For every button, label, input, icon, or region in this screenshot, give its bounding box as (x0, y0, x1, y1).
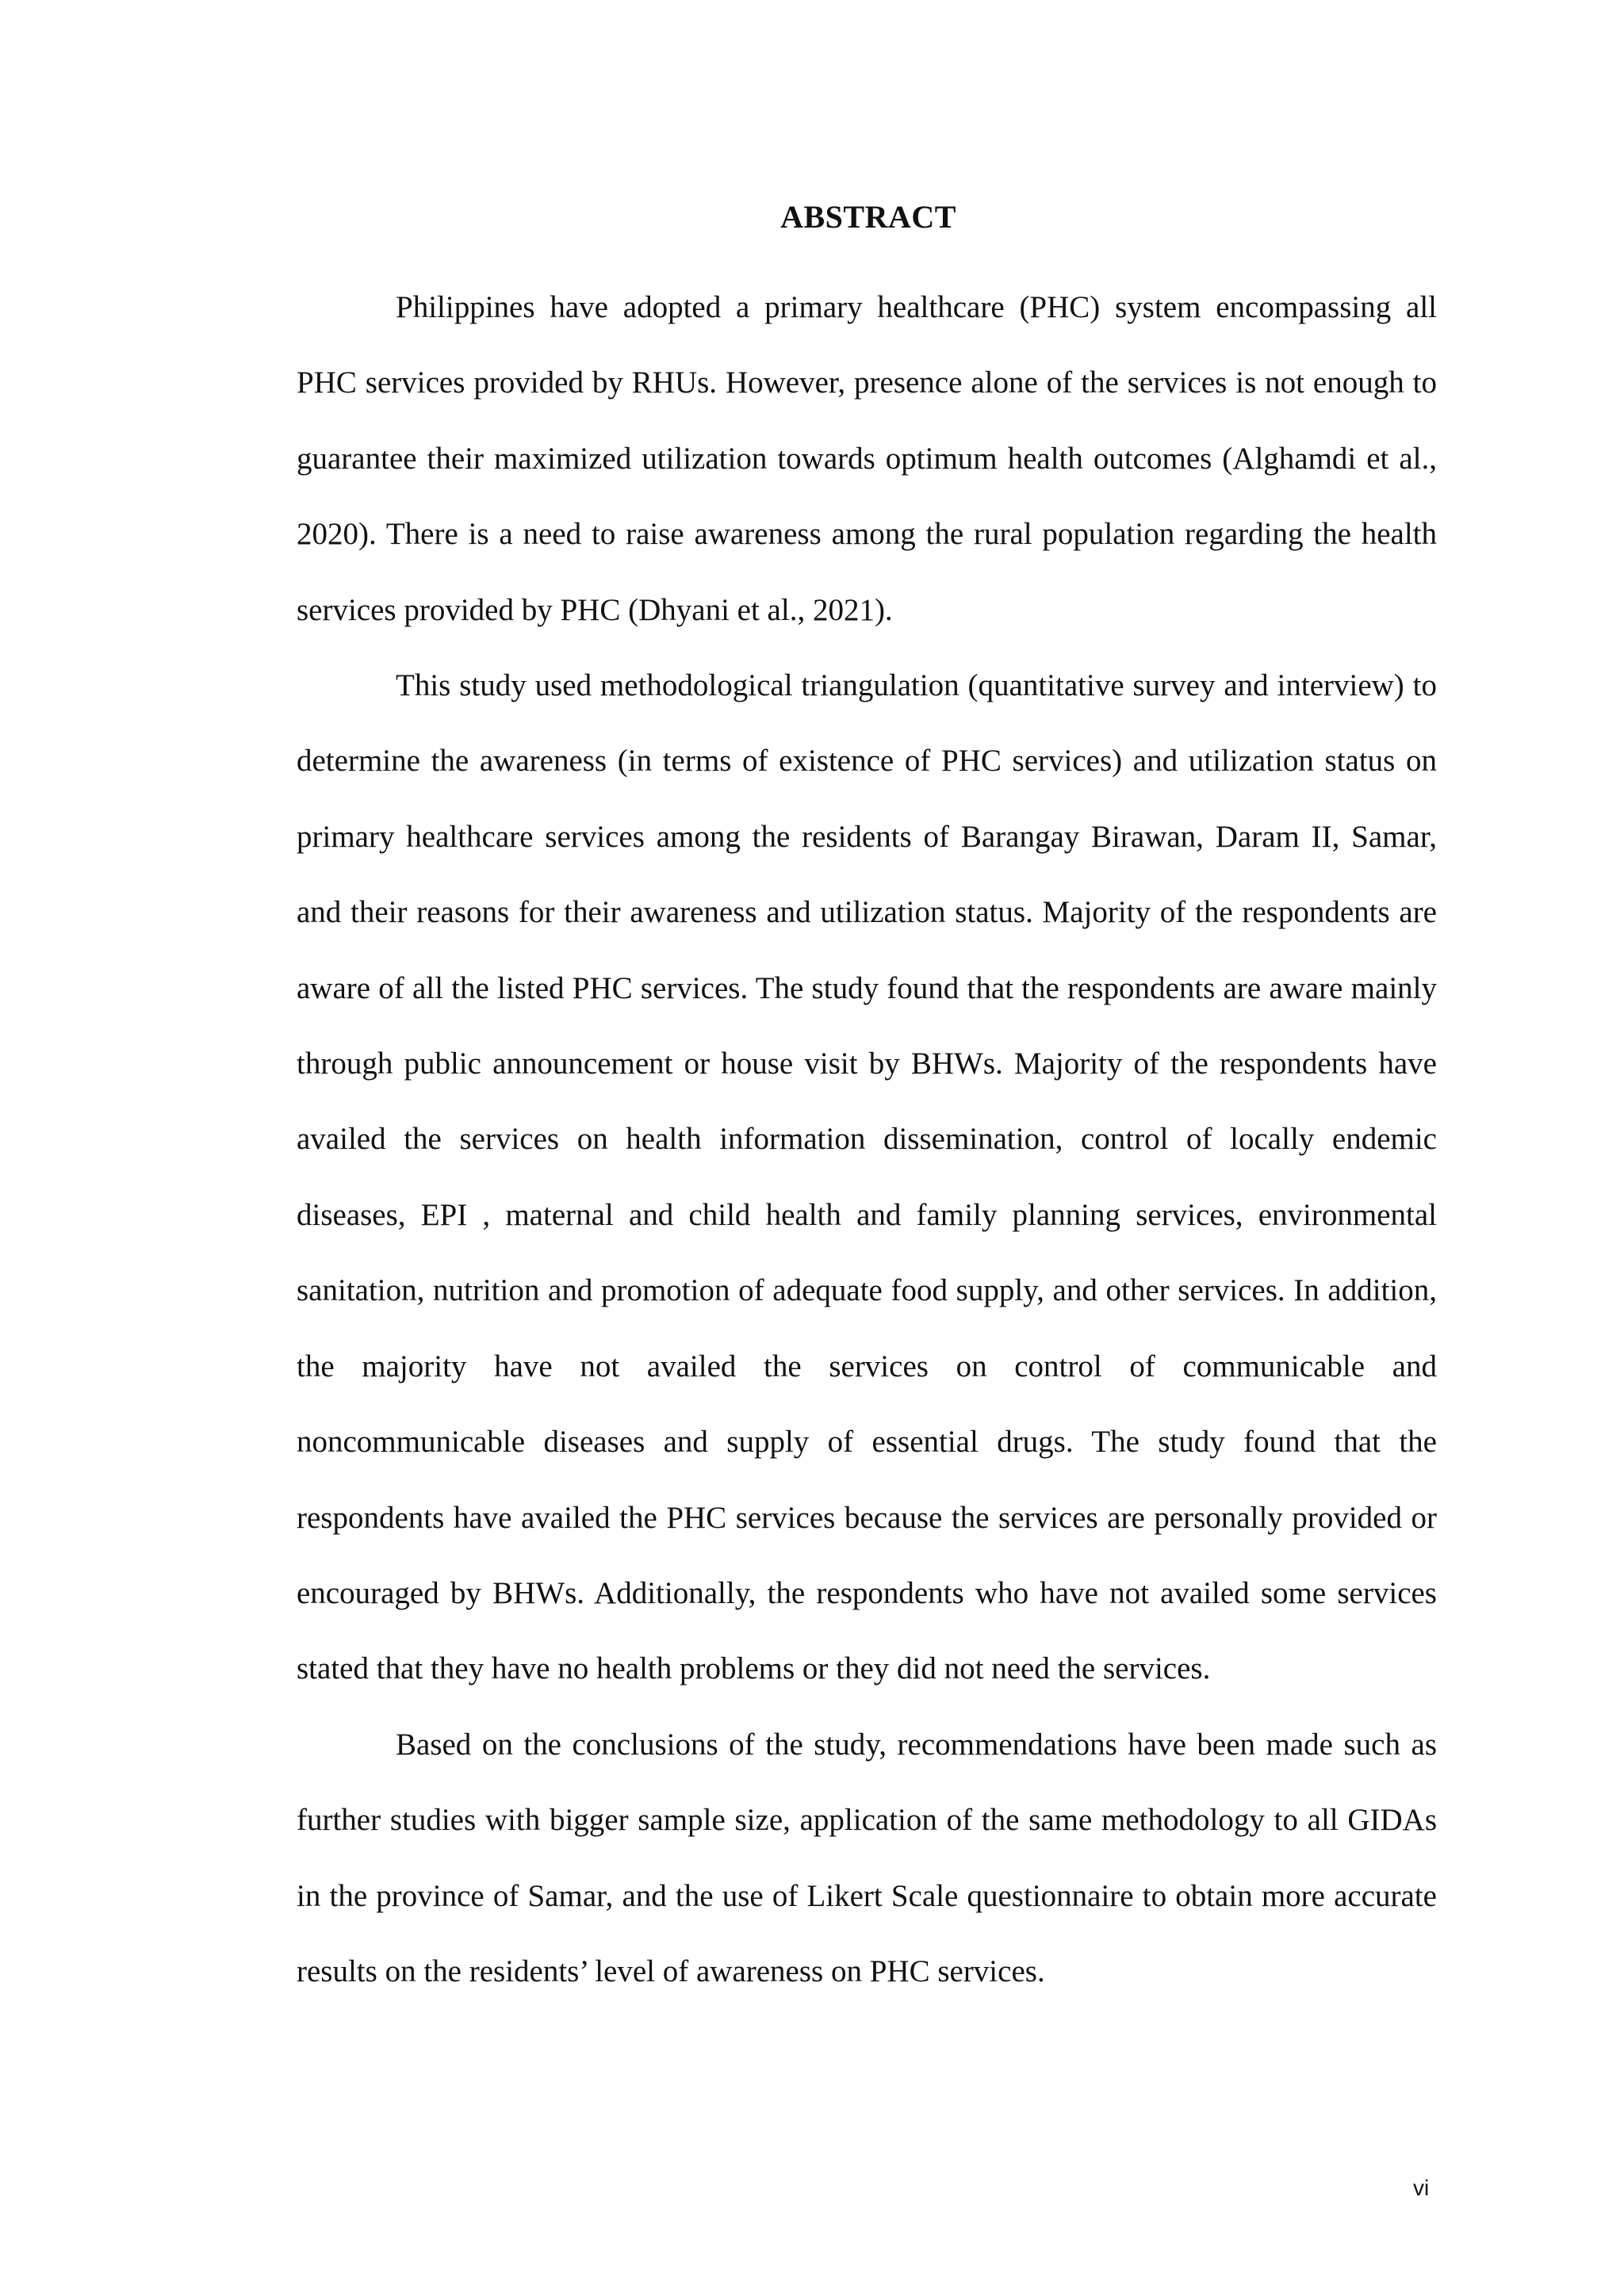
page-number: vi (1413, 2175, 1430, 2200)
abstract-paragraph-3: Based on the conclusions of the study, recommendations have been made such as further studies with bigger sample size, application of the same methodology to all GIDAs in the province of Samar, and the use of Likert Scale questionnaire to obtain more accurate results on the residents’ level of awareness on PHC services. (297, 1727, 1437, 1988)
abstract-body (297, 270, 1437, 2009)
abstract-paragraph-2: This study used methodological triangulation (quantitative survey and interview) to determine the awareness (in terms of existence of PHC services) and utilization status on primary healthcare services among the residents of Barangay Birawan, Daram II, Samar, and their reasons for their awareness and utilization status. Majority of the respondents are aware of all the listed PHC services. The study found that the respondents are aware mainly through public announcement or house visit by BHWs. Majority of the respondents have availed the services on health information dissemination, control of locally endemic diseases, EPI , maternal and child health and family planning services, environmental sanitation, nutrition and promotion of adequate food supply, and other services. In addition, the majority have not availed the services on control of communicable and noncommunicable diseases and supply of essential drugs. The study found that the respondents have availed the PHC services because the services are personally provided or encouraged by BHWs. Additionally, the respondents who have not availed some services stated that they have no health problems or they did not need the services. (297, 668, 1437, 1686)
abstract-paragraph-1: Philippines have adopted a primary healthcare (PHC) system encompassing all PHC services provided by RHUs. However, presence alone of the services is not enough to guarantee their maximized utilization towards optimum health outcomes (Alghamdi et al., 2020). There is a need to raise awareness among the rural population regarding the health services provided by PHC (Dhyani et al., 2021). (297, 290, 1437, 627)
abstract-title: ABSTRACT (780, 199, 956, 235)
